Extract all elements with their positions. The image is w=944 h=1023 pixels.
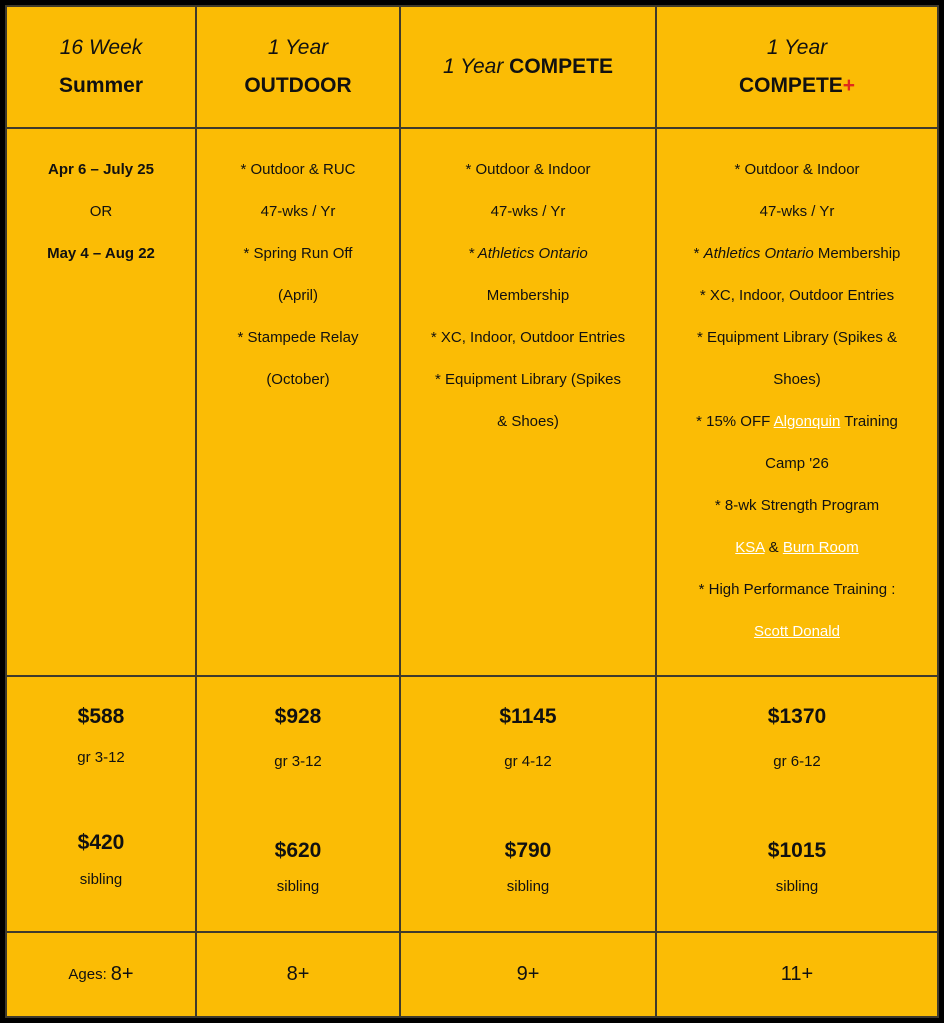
feature-item: * High Performance Training :	[698, 581, 896, 598]
price: $1145	[499, 705, 557, 728]
feature-item	[671, 611, 923, 653]
org-name: Athletics Ontario	[703, 245, 814, 262]
feature-item: May 4 – Aug 22	[47, 245, 155, 262]
feature-item: OR	[89, 203, 113, 220]
plan-header-outdoor	[195, 5, 401, 129]
feature-item: * Outdoor & Indoor	[465, 161, 591, 178]
price: $588	[77, 705, 125, 728]
sibling-price: $790	[504, 839, 552, 862]
plan-name: Summer	[58, 74, 144, 97]
feature-item: * Athletics Ontario	[468, 245, 588, 262]
feature-text: * 15% OFF	[696, 413, 771, 430]
plan-duration: 1 Year	[267, 36, 329, 59]
scott-donald-link[interactable]: Scott Donald	[754, 623, 840, 640]
feature-item: * Outdoor & Indoor	[734, 161, 860, 178]
plan-title	[443, 48, 613, 86]
plan-pricing-outdoor	[195, 675, 401, 933]
price: $928	[274, 705, 322, 728]
feature-text: Membership	[817, 245, 901, 262]
feature-item: 47-wks / Yr	[759, 203, 835, 220]
plan-ages-compete-plus	[655, 931, 939, 1018]
plan-header-summer	[5, 5, 197, 129]
burn-room-link[interactable]: Burn Room	[782, 539, 859, 556]
sibling-price: $1015	[767, 839, 827, 862]
feature-text: Training	[844, 413, 898, 430]
min-age: 11+	[780, 963, 814, 985]
plan-pricing-summer	[5, 675, 197, 933]
plan-name: OUTDOOR	[244, 74, 352, 97]
plan-name-text: COMPETE	[738, 74, 843, 97]
min-age: 8+	[110, 963, 134, 985]
feature-item: Camp '26	[765, 455, 829, 472]
feature-item: * 8-wk Strength Program	[714, 497, 880, 514]
feature-item: * XC, Indoor, Outdoor Entries	[699, 287, 895, 304]
sibling-price: $420	[77, 831, 125, 854]
price: $1370	[767, 705, 827, 728]
plan-ages-compete	[399, 931, 657, 1018]
plan-features-outdoor	[195, 127, 401, 677]
plan-header-compete	[399, 5, 657, 129]
feature-item: * Equipment Library (Spikes &	[696, 329, 898, 346]
sibling-label: sibling	[276, 878, 320, 895]
feature-item	[671, 527, 923, 569]
feature-item: 47-wks / Yr	[260, 203, 336, 220]
feature-item: * XC, Indoor, Outdoor Entries	[430, 329, 626, 346]
grade-range: gr 4-12	[504, 753, 552, 770]
feature-item: Membership	[486, 287, 570, 304]
plus-mark: +	[842, 74, 856, 97]
plan-name: COMPETE	[509, 55, 614, 78]
bullet: *	[693, 245, 700, 262]
plan-features-summer	[5, 127, 197, 677]
feature-item: Shoes)	[773, 371, 821, 388]
plan-pricing-compete-plus	[655, 675, 939, 933]
plan-header-compete-plus	[655, 5, 939, 129]
feature-item: * Spring Run Off	[243, 245, 353, 262]
ksa-link[interactable]: KSA	[735, 539, 765, 556]
plan-ages-outdoor	[195, 931, 401, 1018]
min-age: 8+	[286, 963, 310, 985]
ages-label: Ages:	[68, 966, 107, 983]
plan-features-compete	[399, 127, 657, 677]
sibling-label: sibling	[79, 871, 123, 888]
plan-features-compete-plus	[655, 127, 939, 677]
feature-item: & Shoes)	[497, 413, 559, 430]
plan-duration: 1 Year	[766, 36, 828, 59]
sibling-label: sibling	[775, 878, 819, 895]
plan-pricing-compete	[399, 675, 657, 933]
feature-item: (April)	[278, 287, 318, 304]
feature-item	[671, 233, 923, 275]
grade-range: gr 6-12	[773, 753, 821, 770]
feature-item: * Stampede Relay	[237, 329, 359, 346]
sibling-label: sibling	[506, 878, 550, 895]
feature-item: * Outdoor & RUC	[240, 161, 356, 178]
plan-duration: 16 Week	[59, 36, 143, 59]
algonquin-link[interactable]: Algonquin	[773, 413, 841, 430]
plan-name	[739, 67, 855, 105]
feature-item: * Equipment Library (Spikes	[435, 371, 621, 388]
sibling-price: $620	[274, 839, 322, 862]
grade-range: gr 3-12	[77, 749, 125, 766]
min-age: 9+	[516, 963, 540, 985]
feature-item: (October)	[266, 371, 330, 388]
grade-range: gr 3-12	[274, 753, 322, 770]
feature-item: 47-wks / Yr	[490, 203, 566, 220]
plan-ages-summer	[5, 931, 197, 1018]
feature-item: Apr 6 – July 25	[48, 161, 154, 178]
ampersand: &	[768, 539, 779, 556]
pricing-table	[5, 5, 939, 1018]
feature-item	[671, 401, 923, 443]
plan-duration: 1 Year	[442, 55, 504, 78]
